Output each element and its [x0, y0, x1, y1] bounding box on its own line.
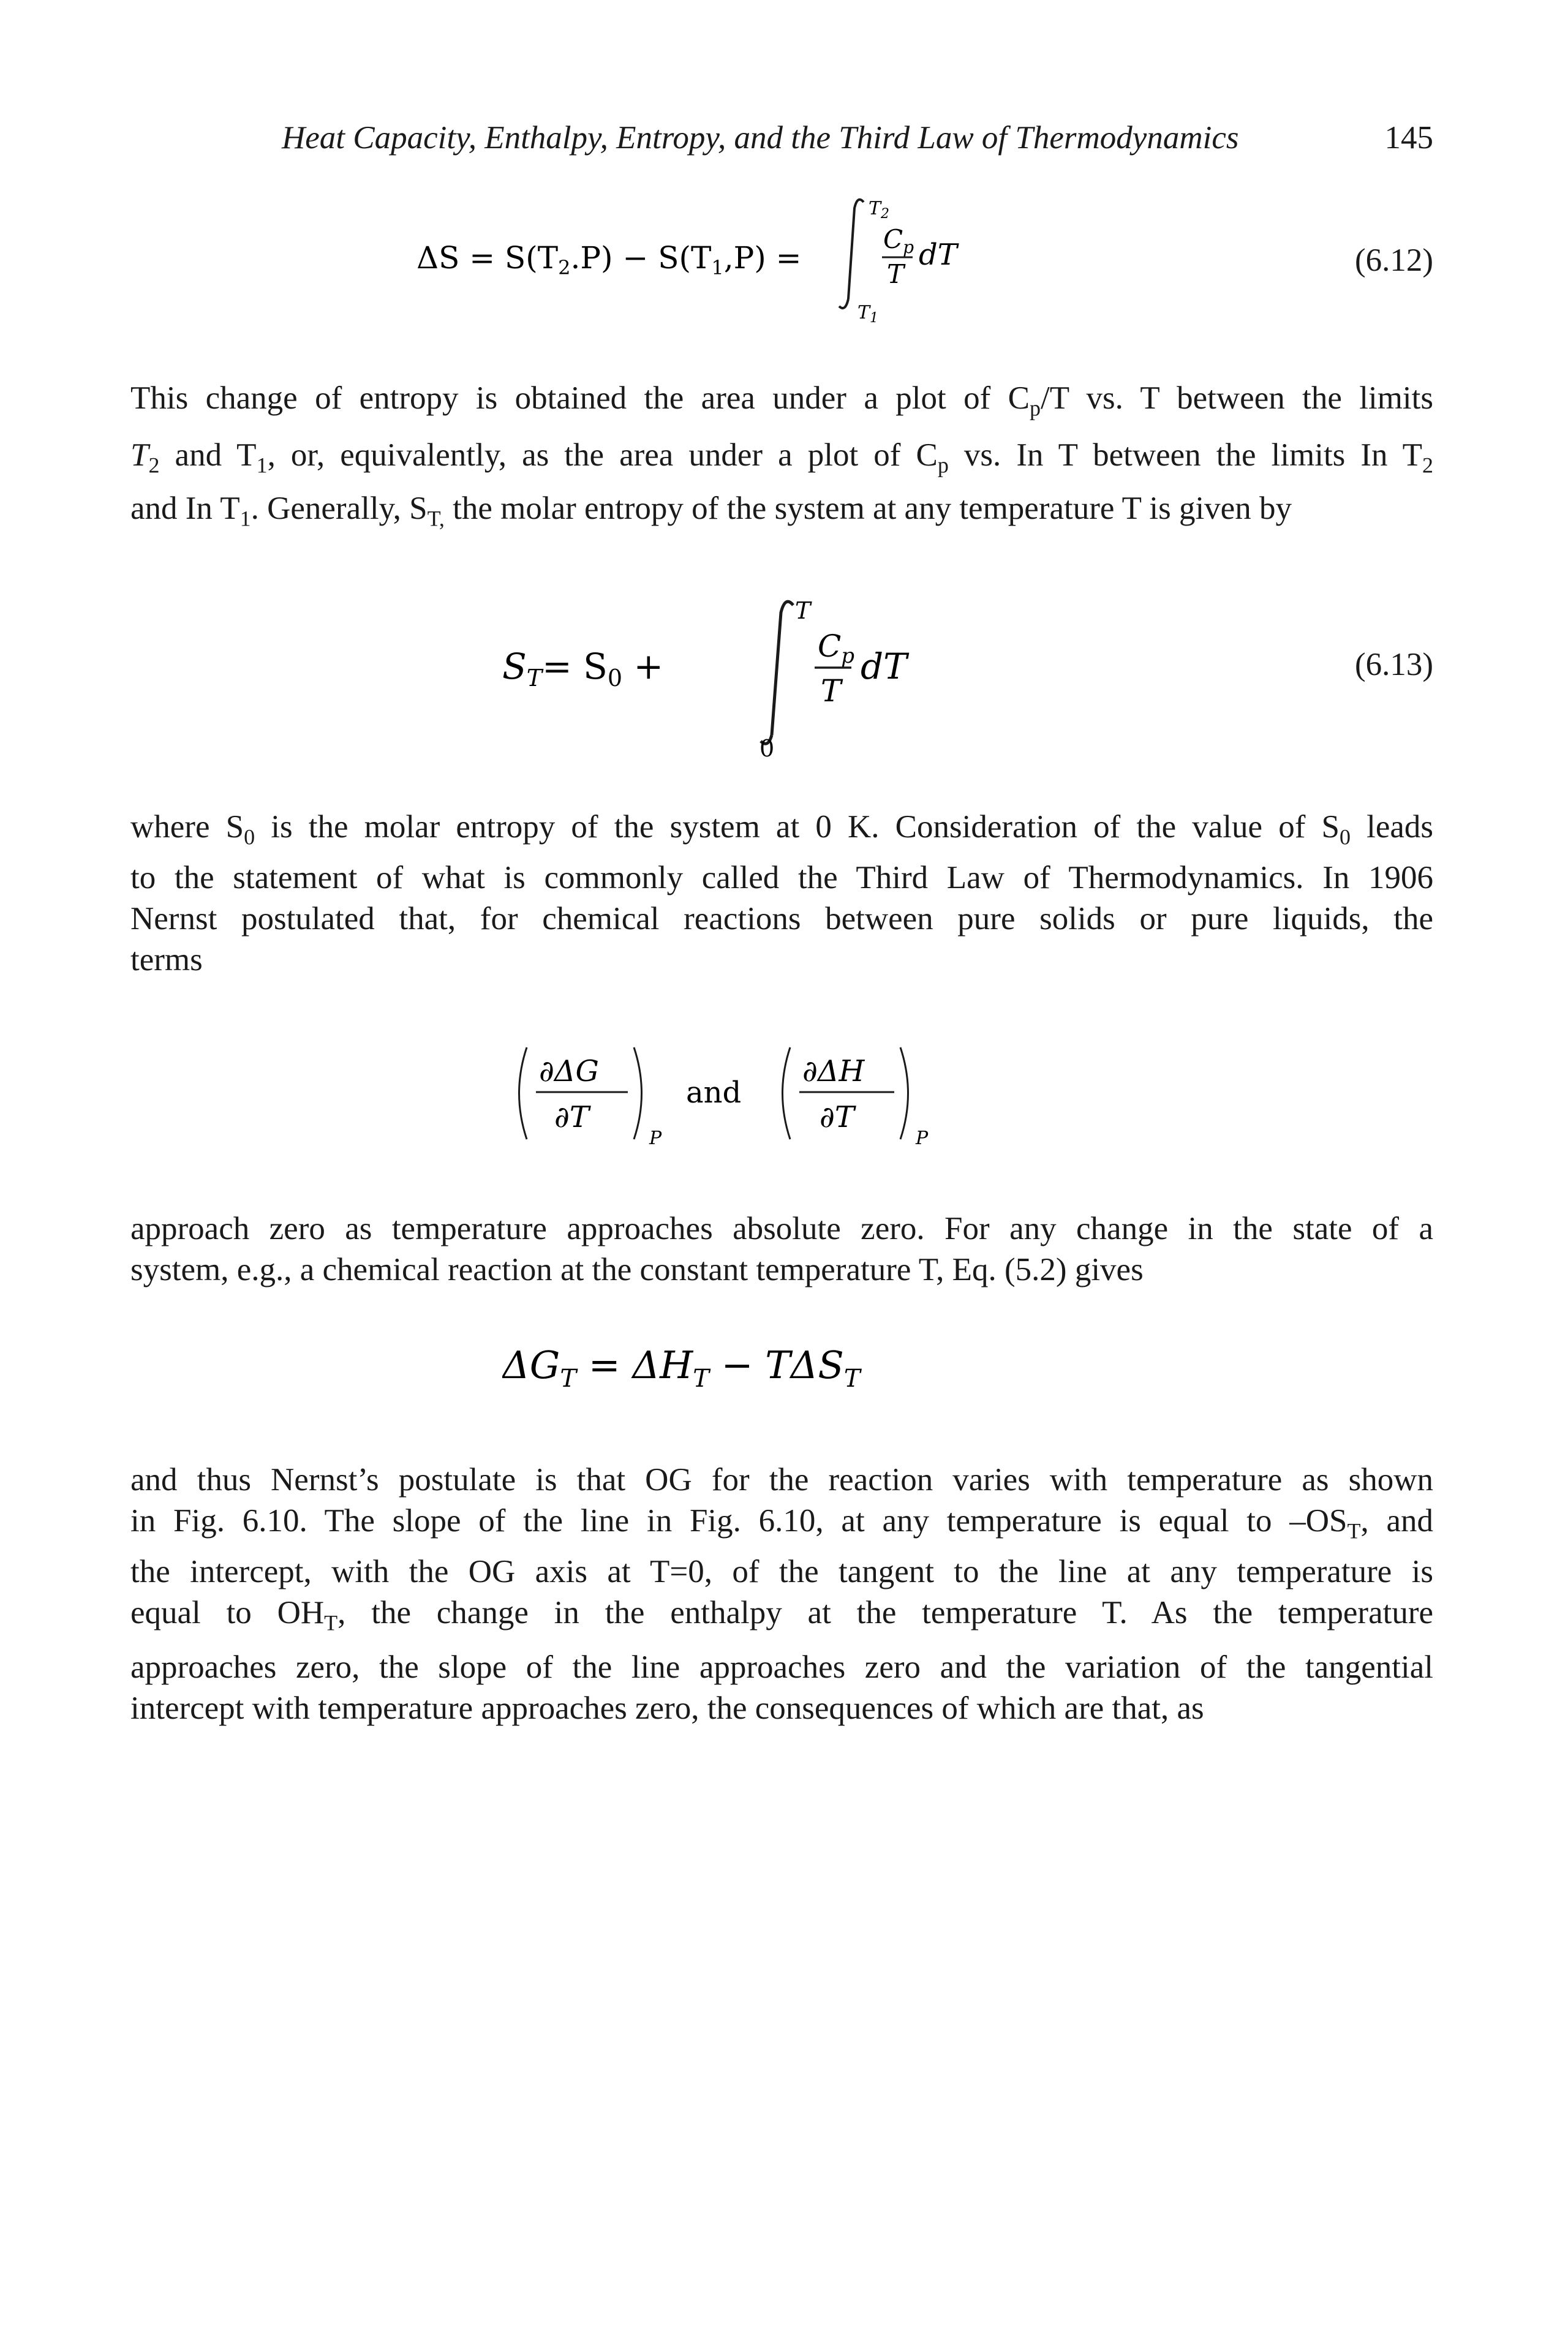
eq612-lhs: ΔS = S(T — [417, 240, 559, 276]
equation-6-13 — [502, 588, 1054, 760]
svg-text:∂T: ∂T — [820, 1100, 854, 1134]
running-title: Heat Capacity, Enthalpy, Entropy, and the Third Law of Thermodynamics — [282, 120, 1239, 156]
svg-text:Cp: $C_p$ — [818, 628, 855, 668]
partial-derivatives — [502, 1035, 992, 1152]
equation-number-6-12: (6.12) — [1354, 243, 1433, 278]
svg-text:T: T — [821, 673, 842, 709]
svg-text:dT: dT — [919, 238, 957, 272]
svg-text:∂ΔH: ∂ΔH — [802, 1054, 865, 1088]
svg-text:T1: $T_1$ — [858, 302, 879, 325]
svg-text:Cp: Cp — [883, 224, 914, 257]
equation-gibbs — [502, 1335, 992, 1403]
paragraph-3: approach zero as temperature approaches absolute zero. For any change in the state of a system, e.g., a chemical reaction at the constant temperature T, Eq. (5.2) gives — [130, 1211, 1433, 1287]
svg-text:and: and — [686, 1076, 742, 1110]
svg-text:P: P — [916, 1128, 929, 1149]
equation-6-12 — [417, 190, 1090, 325]
svg-text:T: T — [887, 259, 905, 289]
integral-sign — [839, 200, 864, 308]
svg-text:T: T — [795, 597, 811, 624]
svg-text:ΔS = S(T2.P) − S(T1,P) =: $\Delta S = S(T_2.P) - S(T_1,P)$ = — [417, 240, 802, 279]
svg-text:ST= S0 +: $S_T= S_0$ + — [502, 646, 664, 692]
running-header — [282, 119, 1433, 168]
paragraph-2: where $S_0$ is the molar entropy of the system at 0 K. Consideration of the value of $S_0$ leads to the statement of what is commonly called the Third Law of Thermodynamics. In 1906 Nernst postulated that, for chemical reactions between pure solids or pure liquids, the terms — [130, 809, 1433, 978]
page-number: 145 — [1384, 120, 1433, 156]
svg-text:T2: $T_2$ — [869, 198, 890, 222]
svg-text:0: 0 — [760, 735, 775, 760]
svg-text:ΔGT = ΔHT − TΔST: $\Delta G_T = \Delta H_T - T\Delta S_T$ — [502, 1343, 861, 1393]
svg-text:∂T: ∂T — [554, 1100, 589, 1134]
equation-number-6-13: (6.13) — [1354, 647, 1433, 682]
svg-text:dT: dT — [861, 646, 907, 687]
paragraph-4: and thus Nernst’s postulate is that OG for the reaction varies with temperature as shown in Fig. 6.10. The slope of the line in Fig. 6.10, at any temperature is equal to $-OS_T$, and the intercept, with the OG axis at T=0, of the tangent to the line at any temperature is equal to $OH_T$, the change in the enthalpy at the temperature T. As the temperature approaches zero, the slope of the line approaches zero and the variation of the tangential intercept with temperature approaches zero, the consequences of which are that, as — [130, 1462, 1434, 1726]
paragraph-1: This change of entropy is obtained the area under a plot of $C_p/T$ vs. T between the limits $T_2$ and $T_1$, or, equivalently, as the area under a plot of $C_p$ vs. In T between the limits In $T_2$ and In $T_1$. Generally, $S_{T,}$ the molar entropy of the system at any temperature T is given by — [130, 380, 1433, 531]
svg-text:∂ΔG: ∂ΔG — [539, 1054, 599, 1088]
integral-sign — [761, 601, 793, 744]
svg-text:P: P — [649, 1128, 662, 1149]
